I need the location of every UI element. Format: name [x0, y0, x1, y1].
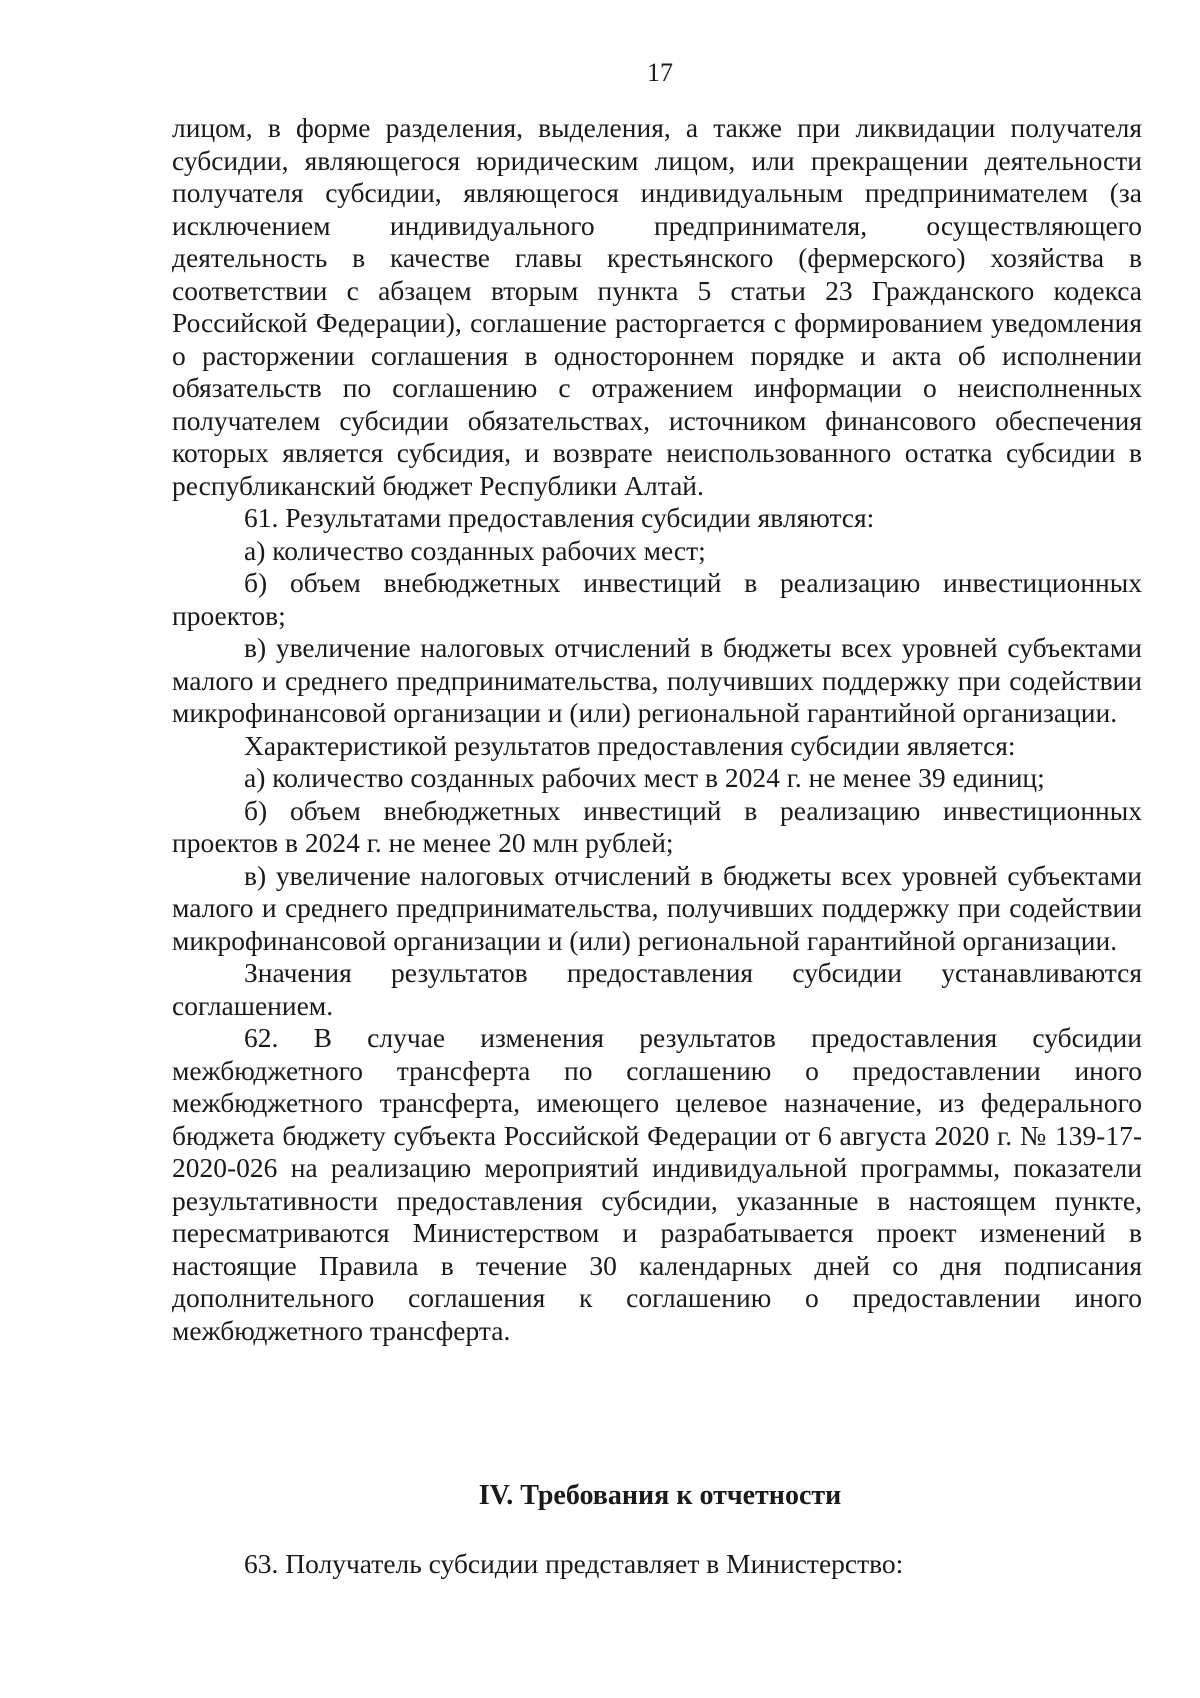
- body-text: [172, 112, 1142, 1347]
- page-number: 17: [647, 58, 673, 87]
- paragraph-62: 62. В случае изменения результатов предоставления субсидии межбюджетного трансферта по соглашению о предоставлении иного межбюджетного трансферта, имеющего целевое назначение, из федерального бюджета бюджету субъекта Российской Федерации от 6 августа 2020 г. № 139-17-2020-026 на реализацию мероприятий индивидуальной программы, показатели результативности предоставления субсидии, указанные в настоящем пункте, пересматриваются Министерством и разрабатывается проект изменений в настоящие Правила в течение 30 календарных дней со дня подписания дополнительного соглашения к соглашению о предоставлении иного межбюджетного трансферта.: [172, 1022, 1142, 1346]
- paragraph-61: 61. Результатами предоставления субсидии являются:: [244, 502, 875, 533]
- paragraph-values: Значения результатов предоставления субсидии устанавливаются соглашением.: [172, 957, 1142, 1021]
- paragraph-characteristic: Характеристикой результатов предоставления субсидии является:: [244, 729, 1016, 761]
- paragraph-61-b: б) объем внебюджетных инвестиций в реализацию инвестиционных проектов;: [172, 567, 1142, 631]
- paragraph-continuation: лицом, в форме разделения, выделения, а также при ликвидации получателя субсидии, являющегося юридическим лицом, или прекращении деятельности получателя субсидии, являющегося индивидуальным предпринимателем (за исключением индивидуального предпринимателя, осуществляющего деятельность в качестве главы крестьянского (фермерского) хозяйства в соответствии с абзацем вторым пункта 5 статьи 23 Гражданского кодекса Российской Федерации), соглашение расторгается с формированием уведомления о расторжении соглашения в одностороннем порядке и акта об исполнении обязательств по соглашению с отражением информации о неисполненных получателем субсидии обязательствах, источником финансового обеспечения которых является субсидия, и возврате неиспользованного остатка субсидии в республиканский бюджет Республики Алтай.: [172, 112, 1142, 501]
- paragraph-char-v: в) увеличение налоговых отчислений в бюджеты всех уровней субъектами малого и среднего предпринимательства, получивших поддержку при содействии микрофинансовой организации и (или) региональной гарантийной организации.: [172, 859, 1142, 956]
- paragraph-63: 63. Получатель субсидии представляет в Министерство:: [244, 1548, 904, 1579]
- paragraph-61-v: в) увеличение налоговых отчислений в бюджеты всех уровней субъектами малого и среднего предпринимательства, получивших поддержку при содействии микрофинансовой организации и (или) региональной гарантийной организации.: [172, 632, 1142, 728]
- paragraph-char-a: а) количество созданных рабочих мест в 2024 г. не менее 39 единиц;: [244, 762, 1045, 793]
- section-heading: IV. Требования к отчетности: [478, 1480, 842, 1511]
- paragraph-char-b: б) объем внебюджетных инвестиций в реализацию инвестиционных проектов в 2024 г. не менее 20 млн рублей;: [172, 794, 1142, 858]
- paragraph-61-a: а) количество созданных рабочих мест;: [244, 534, 706, 566]
